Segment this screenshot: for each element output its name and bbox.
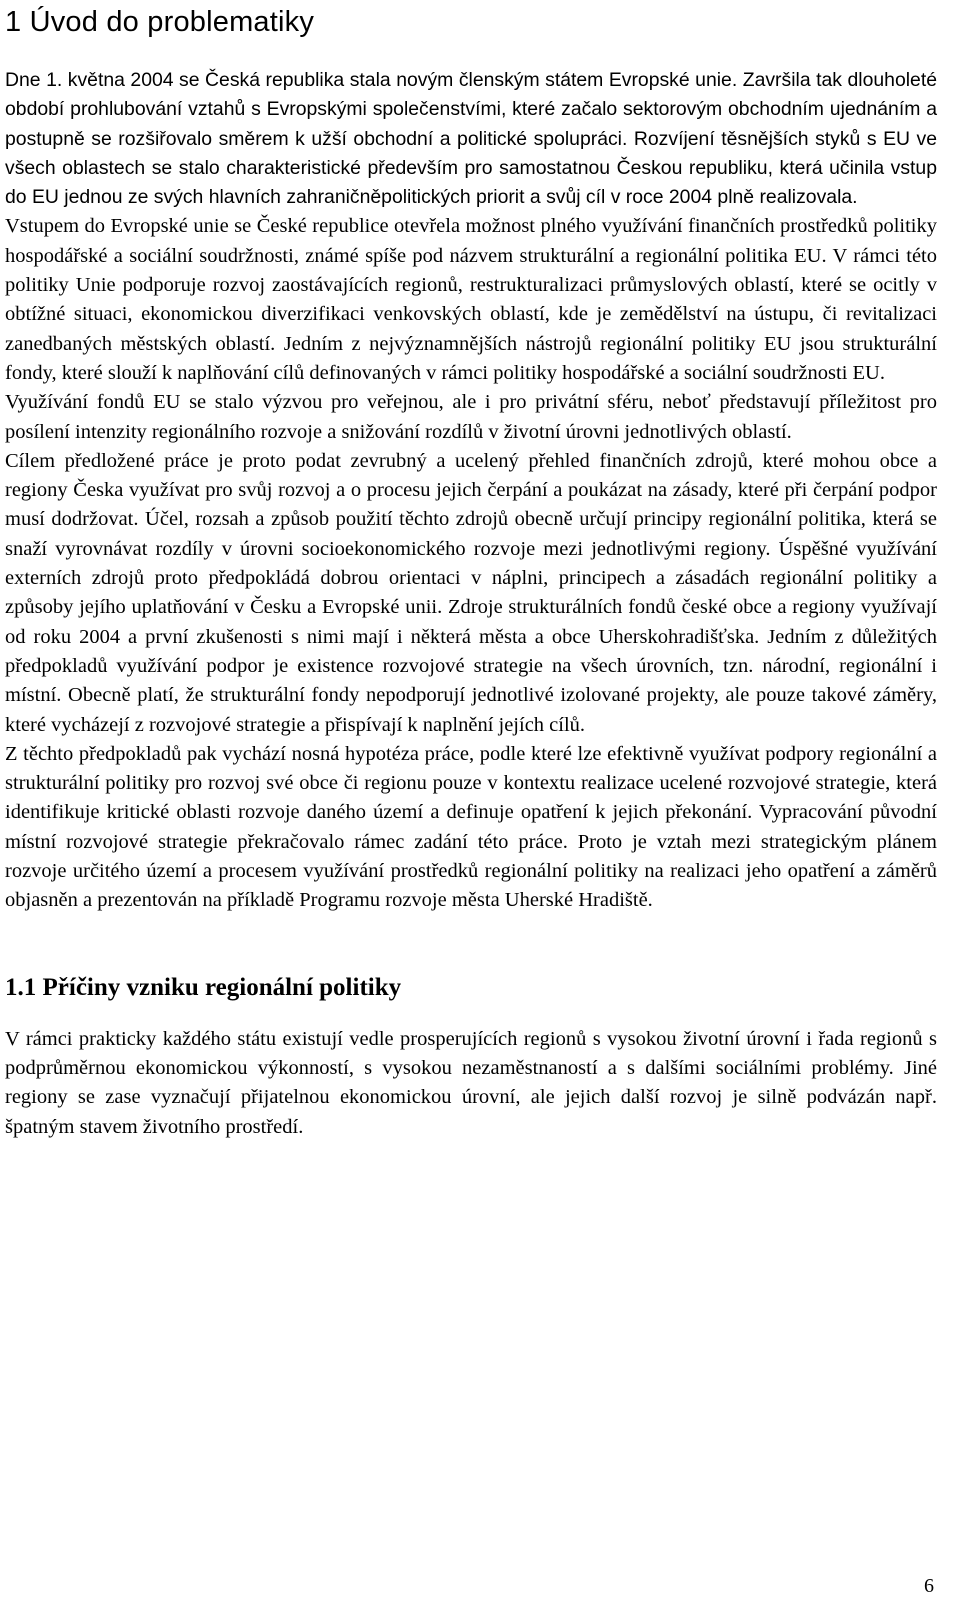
paragraph: Cílem předložené práce je proto podat zevrubný a ucelený přehled finančních zdrojů, které mohou obce a regiony Česka využívat pro svůj rozvoj a o procesu jejich čerpání a poukázat na zásady, které při čerpání podpor musí dodržovat. Účel, rozsah a způsob použití těchto zdrojů obecně určují principy regionální politika, která se snaží vyrovnávat rozdíly v úrovni socioekonomického rozvoje mezi jednotlivými regiony. Úspěšné využívání externích zdrojů proto předpokládá dobrou orientaci v náplni, principech a zásadách regionální politiky a způsoby jejího uplatňování v Česku a Evropské unii. Zdroje strukturálních fondů české obce a regiony využívají od roku 2004 a první zkušenosti s nimi mají i některá města a obce Uherskohradišťska. Jedním z důležitých předpokladů využívání podpor je existence rozvojové strategie na všech úrovních, tzn. národní, regionální i místní. Obecně platí, že strukturální fondy nepodporují jednotlivé izolované projekty, ale pouze takové záměry, které vycházejí z rozvojové strategie a přispívají k naplnění jejích cílů. (5, 449, 937, 736)
document-page (5, 0, 937, 1142)
paragraph: Využívání fondů EU se stalo výzvou pro veřejnou, ale i pro privátní sféru, neboť představují příležitost pro posílení intenzity regionálního rozvoje a snižování rozdílů v životní úrovni jednotlivých oblastí. (5, 391, 937, 443)
chapter-title: 1 Úvod do problematiky (5, 6, 315, 38)
paragraph: Vstupem do Evropské unie se České republice otevřela možnost plného využívání finančních prostředků politiky hospodářské a sociální soudržnosti, známé spíše pod názvem strukturální a regionální politika EU. V rámci této politiky Unie podporuje rozvoj zaostávajících regionů, restrukturalizaci průmyslových oblastí, které se ocitly v obtížné situaci, ekonomickou diverzifikaci venkovských oblastí, kde je zemědělství na ústupu, či revitalizaci zanedbaných městských oblastí. Jedním z nejvýznamnějších nástrojů regionální politiky EU jsou strukturální fondy, které slouží k naplňování cílů definovaných v rámci politiky hospodářské a sociální soudržnosti EU. (5, 215, 937, 384)
section-title: 1.1 Příčiny vzniku regionální politiky (5, 973, 402, 1001)
paragraph: Dne 1. května 2004 se Česká republika stala novým členským státem Evropské unie. Završila tak dlouholeté období prohlubování vztahů s Evropskými společenstvími, které začalo sektorovým obchodním ujednáním a postupně se rozšiřovalo směrem k užší obchodní a politické spolupráci. Rozvíjení těsnějších styků s EU ve všech oblastech se stalo charakteristické především pro samostatnou Českou republiku, která učinila vstup do EU jednou ze svých hlavních zahraničněpolitických priorit a svůj cíl v roce 2004 plně realizovala. (5, 69, 937, 209)
section-text (5, 1025, 937, 1142)
intro-text (5, 66, 937, 916)
paragraph: V rámci prakticky každého státu existují vedle prosperujících regionů s vysokou životní úrovní i řada regionů s podprůměrnou ekonomickou výkonností, s vysokou nezaměstnaností a s dalšími sociálními problémy. Jiné regiony se zase vyznačují přijatelnou ekonomickou úrovní, ale jejich další rozvoj je silně podvázán např. špatným stavem životního prostředí. (5, 1027, 937, 1138)
paragraph: Z těchto předpokladů pak vychází nosná hypotéza práce, podle které lze efektivně využívat podpory regionální a strukturální politiky pro rozvoj své obce či regionu pouze v kontextu realizace ucelené rozvojové strategie, která identifikuje kritické oblasti rozvoje daného území a definuje opatření k jejich překonání. Vypracování původní místní rozvojové strategie překračovalo rámec zadání této práce. Proto je vztah mezi strategickým plánem rozvoje určitého území a procesem využívání prostředků regionální politiky na realizaci jeho opatření a záměrů objasněn a prezentován na příkladě Programu rozvoje města Uherské Hradiště. (5, 742, 937, 912)
page-number: 6 (924, 1575, 934, 1597)
